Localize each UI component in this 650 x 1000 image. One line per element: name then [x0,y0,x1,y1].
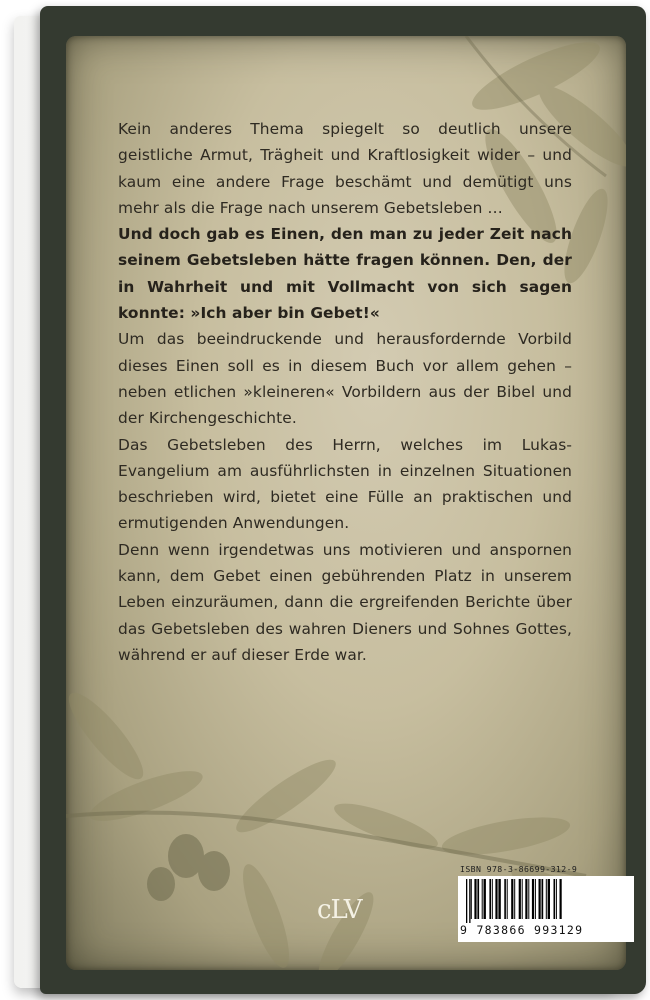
blurb-paragraph-4: Das Gebetsleben des Herrn, welches im Lukas-Evangelium am ausführlichsten in einzelnen Situationen beschrieben wird, bietet eine Fülle an praktischen und ermutigenden Anwendungen. [118,435,572,533]
isbn-label: ISBN 978-3-86699-312-9 [460,864,578,874]
barcode-bars [464,879,628,923]
back-cover-panel [66,36,626,970]
publisher-logo: cLV [317,895,362,925]
blurb-paragraph-1: Kein anderes Thema spiegelt so deutlich unsere geistliche Armut, Trägheit und Kraftlosigkeit wider – und kaum eine andere Frage beschämt und demütigt uns mehr als die Frage nach unserem Gebetsleben … [118,120,572,217]
blurb-text [118,116,572,668]
blurb-paragraph-2: Und doch gab es Einen, den man zu jeder Zeit nach seinem Gebetsleben hätte fragen können. Den, der in Wahrheit und mit Vollmacht von sich sagen konnte: »Ich aber bin Gebet!« [118,225,572,323]
blurb-paragraph-5: Denn wenn irgendetwas uns motivieren und anspornen kann, dem Gebet einen gebührenden Platz in unserem Leben einzuräumen, dann die ergreifenden Berichte über das Gebetsleben des wahren Dieners und Sohnes Gottes, während er auf dieser Erde war. [118,540,572,664]
blurb-paragraph-3: Um das beeindruckende und herausfordernde Vorbild dieses Einen soll es in diesem Buch vor allem gehen – neben etlichen »kleineren« Vorbildern aus der Bibel und der Kirchengeschichte. [118,330,572,428]
barcode [458,876,634,942]
barcode-digits: 9 783866 993129 [460,923,584,937]
